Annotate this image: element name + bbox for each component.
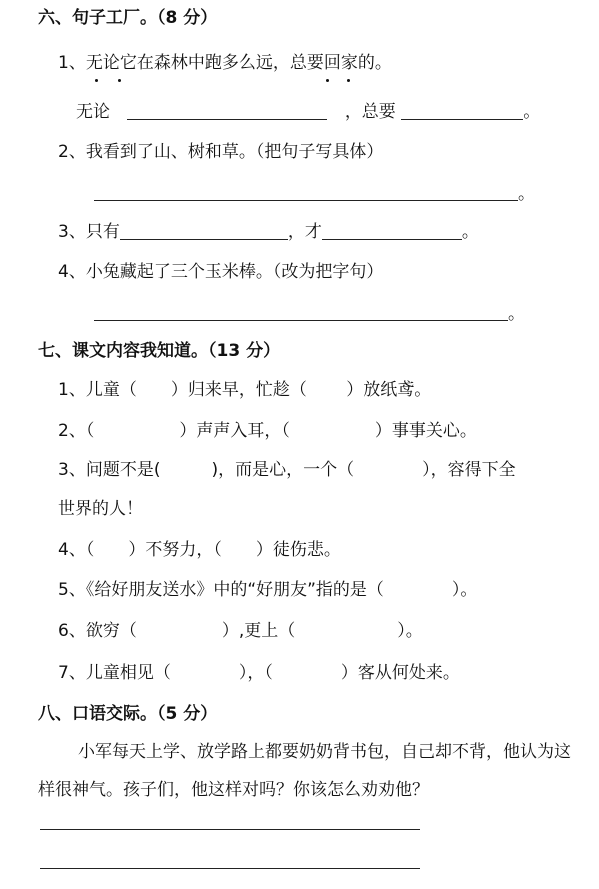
word-zongyao: ，总要 (344, 102, 396, 122)
emphasis-dot (326, 79, 329, 82)
question-7-4: 4、（ ）不努力，（ ）徒伤悲。 (58, 540, 341, 560)
period: 。 (461, 222, 479, 242)
question-6-2: 2、我看到了山、树和草。（把句子写具体） (58, 142, 384, 162)
period: 。 (508, 304, 525, 324)
word-zhiyou: 3、只有 (58, 222, 120, 242)
answer-blank[interactable] (127, 101, 327, 120)
emphasis-dot (347, 79, 350, 82)
question-7-7: 7、儿童相见（ ），（ ）客从何处来。 (58, 663, 460, 683)
word-cai: ，才 (287, 222, 322, 242)
answer-blank[interactable] (322, 221, 462, 240)
question-7-2: 2、（ ）声声入耳，（ ）事事关心。 (58, 421, 477, 441)
answer-line[interactable] (40, 868, 420, 869)
question-7-3-line1: 3、问题不是( )，而是心，一个（ ），容得下全 (58, 460, 516, 480)
period: 。 (518, 184, 535, 204)
answer-line[interactable] (94, 200, 518, 201)
section-7-title: 七、课文内容我知道。（13 分） (38, 341, 281, 361)
question-7-3-line2: 世界的人！ (58, 499, 143, 519)
question-6-4: 4、小兔藏起了三个玉米棒。（改为把字句） (58, 262, 384, 282)
word-wulun: 无论 (76, 102, 110, 122)
answer-line[interactable] (94, 320, 508, 321)
emphasis-dot (95, 79, 98, 82)
section-6-title: 六、句子工厂。（8 分） (38, 8, 218, 28)
question-6-1: 1、无论它在森林中跑多么远，总要回家的。 (58, 53, 392, 73)
emphasis-dot (118, 79, 121, 82)
section-8-paragraph (38, 733, 583, 809)
question-7-5: 5、《给好朋友送水》中的“好朋友”指的是（ ）。 (58, 580, 478, 600)
answer-blank[interactable] (401, 101, 523, 120)
paragraph-text: 小军每天上学、放学路上都要奶奶背书包，自己却不背，他认为这样很神气。孩子们，他这样对吗？你该怎么劝劝他？ (38, 742, 571, 800)
section-8-title: 八、口语交际。（5 分） (38, 704, 218, 724)
period: 。 (523, 102, 541, 122)
answer-blank[interactable] (120, 221, 288, 240)
answer-line[interactable] (40, 829, 420, 830)
question-6-1-answer (76, 100, 540, 124)
question-7-6: 6、欲穷（ ）,更上（ ）。 (58, 621, 423, 641)
question-7-1: 1、儿童（ ）归来早，忙趁（ ）放纸鸢。 (58, 380, 432, 400)
question-6-3 (58, 220, 479, 244)
